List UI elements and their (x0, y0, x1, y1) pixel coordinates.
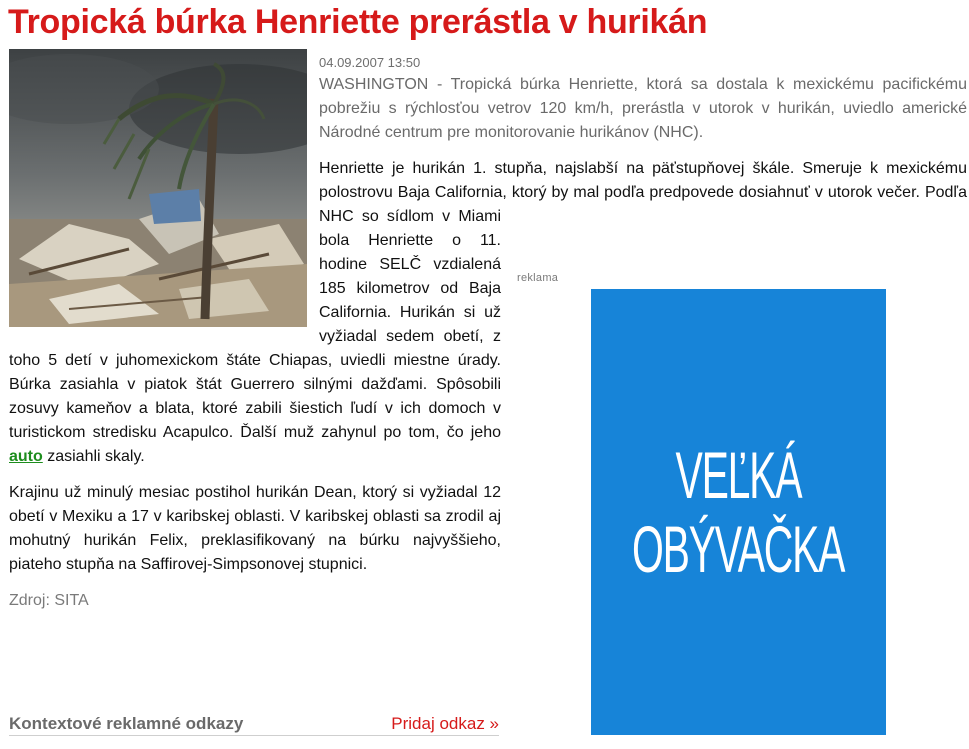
ad-label: reklama (517, 272, 559, 284)
article-title: Tropická búrka Henriette prerástla v hurikán (8, 3, 708, 41)
paragraph-2-text: Henriette je hurikán 1. stupňa, najslabší na päťstupňovej škále. Smeruje k mexickému polostrovu Baja California, ktorý by mal podľa predpovede dosiahnuť v utorok večer. Podľa NHC so sídlom v Miami bola Henriette o 11. hodine SELČ vzdialená 185 kilometrov od Baja California. Hurikán si už vyžiadal sedem obetí, z toho 5 detí v juhomexickom štáte Chiapas, uviedli miestne úrady. Búrka zasiahla v piatok štát Guerrero silnými dažďami. Spôsobili zosuvy kameňov a blata, ktoré zabili šiestich ľudí v ich domoch v turistickom stredisku Acapulco. Ďalší muž zahynul po tom, čo jeho (9, 160, 967, 441)
article-date: 04.09.2007 13:50 (319, 55, 421, 70)
context-ads-heading: Kontextové reklamné odkazy (9, 714, 244, 733)
ad-text-line2: OBÝVAČKA (632, 512, 845, 586)
article-source: Zdroj: SITA (9, 592, 89, 609)
auto-link[interactable]: auto (9, 448, 43, 465)
add-link-button[interactable]: Pridaj odkaz » (391, 714, 499, 733)
ad-text-line1: VEĽKÁ (675, 438, 802, 512)
article-body (9, 55, 967, 681)
photo-spacer (9, 55, 307, 331)
ad-spacer (511, 211, 967, 681)
context-ads-bar (9, 710, 499, 736)
article-paragraph-3: Krajinu už minulý mesiac postihol hurikán Dean, ktorý si vyžiadal 12 obetí v Mexiku a 17 v karibskej oblasti. V karibskej oblasti sa zrodil aj mohutný hurikán Felix, preklasifikovaný na búrku najvyššieho, piateho stupňa na Saffirovej-Simpsonovej stupnici. (9, 484, 501, 573)
paragraph-2-text-end: zasiahli skaly. (42, 448, 145, 465)
article-lead: WASHINGTON - Tropická búrka Henriette, ktorá sa dostala k mexickému pacifickému pobrežiu s rýchlosťou vetrov 120 km/h, prerástla v utorok v hurikán, uviedlo americké Národné centrum pre monitorovanie hurikánov (NHC). (319, 76, 967, 141)
